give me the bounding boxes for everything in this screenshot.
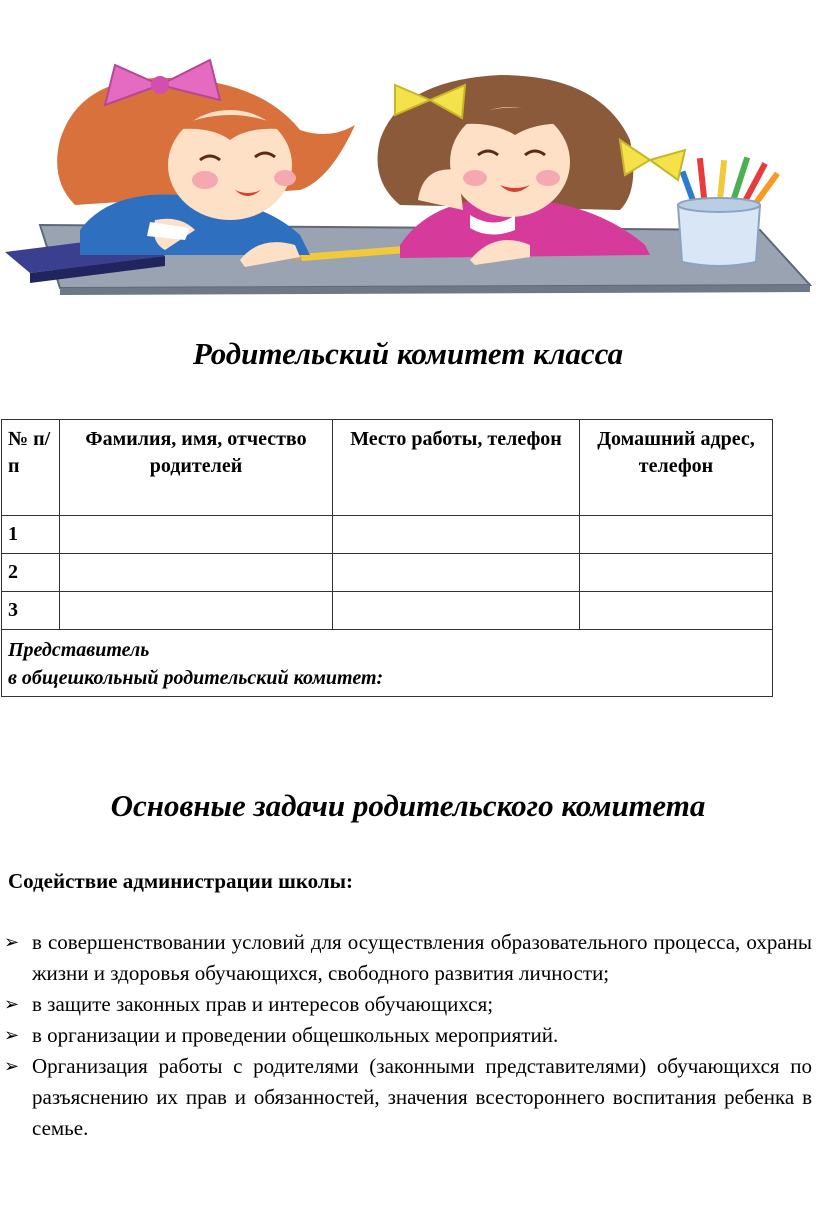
task-text: в организации и проведении общешкольных мероприятий. (32, 1023, 559, 1047)
list-item (0, 1051, 812, 1144)
assist-heading: Содействие администрации школы: (8, 869, 354, 893)
list-item (0, 989, 812, 1020)
arrow-bullet-icon: ➢ (4, 1025, 20, 1046)
task-text: Организация работы с родителями (законными представителями) обучающихся по разъяснению их прав и обязанностей, значения всестороннего воспитания ребенка в семье. (32, 1054, 812, 1140)
cell-workplace (333, 554, 580, 592)
task-text: в защите законных прав и интересов обучающихся; (32, 992, 494, 1016)
page-title: Родительский комитет класса (192, 336, 624, 371)
representative-label: Представитель (8, 639, 150, 661)
header-home-address: Домашний адрес, телефон (580, 420, 773, 516)
tasks-list (0, 927, 812, 1144)
cell-name (60, 554, 333, 592)
cell-name (60, 516, 333, 554)
arrow-bullet-icon: ➢ (4, 932, 20, 953)
row-number: 3 (2, 592, 60, 630)
table-header-row (2, 420, 773, 516)
cell-address (580, 592, 773, 630)
header-full-name: Фамилия, имя, отчество родителей (60, 420, 333, 516)
row-number: 1 (2, 516, 60, 554)
cell-workplace (333, 592, 580, 630)
header-workplace: Место работы, телефон (333, 420, 580, 516)
girls-at-desk-illustration (0, 30, 816, 300)
task-text: в совершенствовании условий для осуществления образовательного процесса, охраны жизни и здоровья обучающихся, свободного развития личности; (32, 930, 812, 985)
tasks-title: Основные задачи родительского комитета (110, 788, 706, 823)
cell-name (60, 592, 333, 630)
cell-address (580, 554, 773, 592)
arrow-bullet-icon: ➢ (4, 1056, 20, 1077)
table-row (2, 592, 773, 630)
table-row (2, 516, 773, 554)
representative-committee-label: в общешкольный родительский комитет: (8, 667, 384, 689)
representative-cell (2, 630, 773, 697)
row-number: 2 (2, 554, 60, 592)
list-item (0, 927, 812, 989)
representative-row (2, 630, 773, 697)
committee-table (1, 419, 773, 697)
header-number: № п/п (2, 420, 60, 516)
arrow-bullet-icon: ➢ (4, 994, 20, 1015)
cell-address (580, 516, 773, 554)
table-row (2, 554, 773, 592)
list-item (0, 1020, 812, 1051)
cell-workplace (333, 516, 580, 554)
